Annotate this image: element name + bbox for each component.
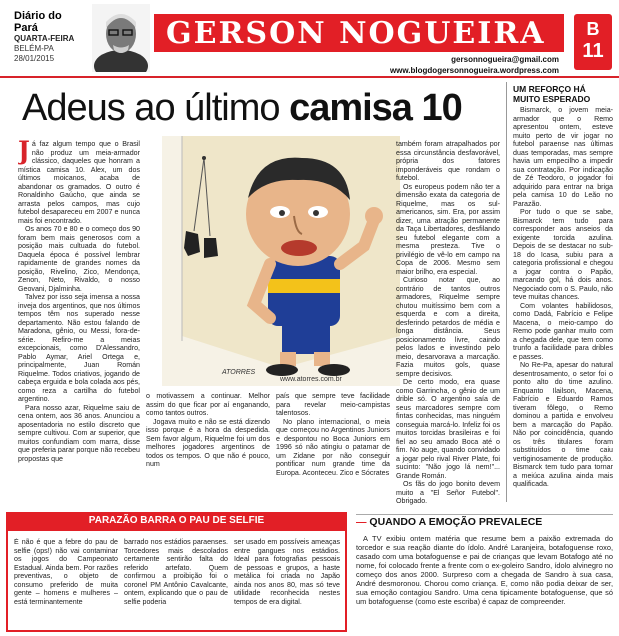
article-paragraph: Os anos 70 e 80 e o começo dos 90 foram bem mais generosos com a posição mais cultuada do futebol. Daquela época é possível lembrar rapidamente de grandes nomes da posição, Rivelino, Zico, Mendonça, Zenon, Neto, Rivaldo, o nosso Geovani, Djalminha. <box>18 225 140 293</box>
emotion-text <box>356 534 613 630</box>
cartoon-credit: www.atorres.com.br <box>280 376 342 383</box>
sidebar-paragraph: Por tudo o que se sabe, Bismarck tem tudo para corresponder aos anseios da exigente torcida azulina. Depois de se destacar no sub-18 do Icasa, subiu para a categoria profissional e chegou a jogar contra o Papão, marcando gol, há dois anos. Negociado com o S. Paulo, não teve muitas chances. <box>513 208 613 301</box>
column-divider <box>506 82 507 502</box>
article-paragraph: De certo modo, era quase como Garrincha, o gênio de um drible só. O argentino saía de seus marcadores sempre com fintas conhecidas, mas ninguém conseguia marcá-lo. Infeliz foi os muitos torcidas brasileiras e foi fiel ao seu amado Boca até o fim. No auge, quando convidado a jogar pelo rival River Plate, foi sucinto: "Não jogo lá nem!"... Grande Román. <box>396 378 500 480</box>
main-headline <box>22 84 462 132</box>
article-paragraph: Curioso notar que, ao contrário de tantos outros armadores, Riquelme sempre chutou muitíssimo bem com a esquerda e com a direita, desferindo petardos de média e longa distância. Seus posicionamento livre, caindo pelos lados e investindo pelo meio, desarvorava a marcação. Fazia muitos gols, quase sempre decisivos. <box>396 276 500 378</box>
article-paragraph: país que sempre teve facilidade para revelar meio-campistas talentosos. <box>276 392 390 417</box>
page-number: 11 <box>582 40 604 62</box>
newspaper-name: Diário do Pará <box>14 10 62 34</box>
box-title: PARAZÃO BARRA O PAU DE SELFIE <box>88 515 265 526</box>
article-column-2 <box>146 392 270 508</box>
box-paragraph: ser usado em possíveis ameaças entre gangues nos estádios. Ideal para fotografias pessoais de pessoas e grupos, a haste metálica foi criada no Japão ainda nos anos 80, mas só teve utilidade reconhecida nestes tempos de era digital. <box>234 538 340 606</box>
section-badge <box>574 14 612 70</box>
columnist-portrait <box>92 4 150 72</box>
box-paragraph: barrado nos estádios paraenses. Torcedores mais descolados certamente sentirão falta do referido artefato. Quem confirmou a proibição foi o coronel PM Antônio Cavalcante, ontem, explicando que o pau de selfie poderia <box>124 538 228 606</box>
emotion-paragraph: A TV exibiu ontem matéria que resume bem a paixão extremada do torcedor e sua reação diante do ídolo. André Laranjeira, botafoguense roxo, casado com uma botafoguense e pai de crianças que levam Botafogo até no nome, foi colocado frente a frente com o ex-goleiro Sandro, ídolo alvinegro no começo dos anos 2000. Surpreso com a chegada de Sandro à sua casa, André desmoronou. Chorou como criança. E, como não podia deixar de ser, sua emoção contagiou Sandro. Uma cena tipicamente botafoguense, que só um botafoguense (como este escriba) é capaz de compreender. <box>356 534 613 606</box>
sidebar-paragraph: Bismarck, o jovem meia-armador que o Remo apresentou ontem, esteve muito perto de vir jogar no futebol paraense nas últimas duas temporadas, mas sempre havia um empecilho a impedir sua contratação. Por indicação de Zé Teodoro, o jogador foi adquirido para entrar na briga pela camisa 10 do Leão no Parazão. <box>513 106 613 208</box>
columnist-name: GERSON NOGUEIRA <box>166 16 546 51</box>
article-paragraph: Para nosso azar, Riquelme saiu de cena ontem, aos 36 anos. Anunciou a aposentadoria no estilo discreto que sempre cultivou. Com ar superior, que muitos confundiam com marra, disse que preferia parar porque não recebeu propostas que <box>18 403 140 463</box>
box-column-2 <box>124 538 228 628</box>
date: 28/01/2015 <box>14 54 55 63</box>
emotion-title-text: QUANDO A EMOÇÃO PREVALECE <box>369 516 543 528</box>
contact-info <box>390 54 559 76</box>
email-link[interactable]: gersonnogueira@gmail.com <box>451 55 559 64</box>
newspaper-brand <box>14 10 88 64</box>
box-column-1 <box>14 538 118 628</box>
drop-cap: J <box>18 140 30 165</box>
title-dash-icon: — <box>356 516 370 528</box>
article-paragraph: Jogava muito e não se está dizendo isso porque é a hora da despedida. Sem favor algum, Riquelme foi um dos melhores jogadores argentinos de todos os tempos. O que não é pouco, num <box>146 417 270 468</box>
article-paragraph: Os fãs do jogo bonito devem muito a "El Señor Futebol". Obrigado. <box>396 480 500 505</box>
box-paragraph: É não é que a febre do pau de selfie (ops!) não vai contaminar os jogos do Campeonato Estadual. Ainda bem. Por razões preventivas, o objeto de consumo preferido de muita gente – homens e mulheres – está terminantemente <box>14 538 118 606</box>
article-paragraph: Os europeus podem não ter a dimensão exata da categoria de Riquelme, mas os sul-americanos, sim. Era, por assim dizer, uma atração permanente da Taça Libertadores, desfilando seu futebol elegante com a mesma presteza. Tive o privilégio de vê-lo em campo na Copa de 2006. Mesmo sem maior brilho, era especial. <box>396 182 500 276</box>
article-paragraph: No plano internacional, o meia que começou no Argentinos Juniors e despontou no Boca Juniors em 1996 só não atingiu o patamar de um Zidane por não conseguir pontificar num grande time da Europa. Aconteceu. Zico e Sócrates <box>276 417 390 477</box>
blog-link[interactable]: www.blogdogersonnogueira.wordpress.com <box>389 66 559 75</box>
cartoon-signature: ATORRES <box>222 369 256 376</box>
article-paragraph: á faz algum tempo que o Brasil não produz um meia-armador clássico, daqueles que honram a mística camisa 10. Alex, um dos últimos moicanos, acaba de abandonar os gramados. O outro é Ronaldinho Gaúcho, que ainda se arrasta pelos campos, mas cujo futebol desapareceu em 2007 e nunca mais foi encontrado. <box>18 140 140 225</box>
section-rule <box>356 514 613 515</box>
headline-light: Adeus ao último <box>22 87 290 129</box>
sidebar-title: UM REFORÇO HÁ MUITO ESPERADO <box>513 84 591 104</box>
sidebar-paragraph: No Re-Pa, apesar do natural desentrosamento, o setor foi o ponto alto do time azulino. Enquanto Ilailson, Macena, Fabrício e Eduardo Ramos tiveram fôlego, o Remo dominou a partida e envolveu bem a marcação do Papão. Não por coincidência, quando os três titulares foram substituídos o time caiu vertiginosamente de produção. Bismarck tem tudo para tornar a meiúca azulina ainda mais qualificada. <box>513 361 613 488</box>
box-column-3 <box>234 538 340 628</box>
headline-bold: camisa 10 <box>289 87 462 129</box>
sidebar-text <box>513 106 613 508</box>
emotion-title <box>356 516 542 528</box>
city: BELÉM-PA <box>14 44 54 53</box>
article-paragraph: o motivassem a continuar. Melhor assim do que ficar por aí enganando, como tantos outros. <box>146 392 270 417</box>
cartoon-illustration <box>162 136 400 386</box>
section-letter: B <box>586 19 600 39</box>
article-column-3 <box>276 392 390 508</box>
article-paragraph: também foram atrapalhados por essa circunstância desfavorável, própria dos fatores imponderáveis que rondam o futebol. <box>396 140 500 182</box>
article-column-1 <box>18 140 140 510</box>
page-header <box>0 0 619 78</box>
sidebar-paragraph: Com volantes habilidosos, como Dadá, Fabrício e Felipe Macena, o meio-campo do Remo pode ganhar muito com a chegada dele, que tem como trunfo a facilidade para dribles e passes. <box>513 301 613 361</box>
article-column-4 <box>396 140 500 508</box>
article-paragraph: Talvez por isso seja imensa a nossa inveja dos argentinos, que nos últimos tempos têm nos superado nesse departamento. Não estou falando de Maradona, gênio, ou Messi, fora-de-série. Refiro-me a meias excepcionais, como D'Alessandro, Pablo Aymar, Ariel Ortega e, principalmente, Juan Román Riquelme. Todos criativos, jogando de cabeça erguida e bola colada aos pés, como reza a cartilha do futebol argentino. <box>18 293 140 403</box>
weekday: QUARTA-FEIRA <box>14 34 75 43</box>
